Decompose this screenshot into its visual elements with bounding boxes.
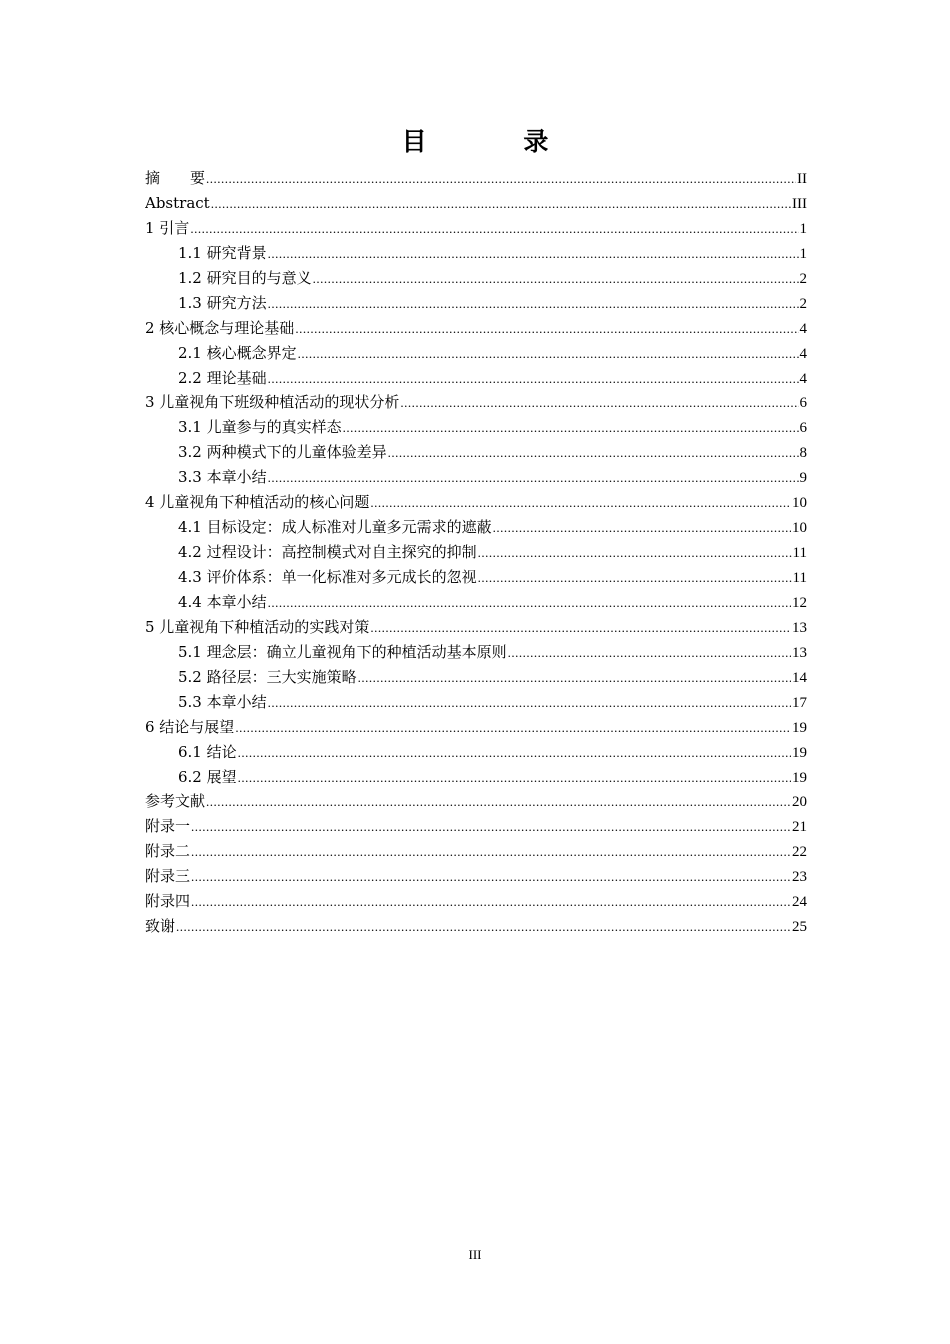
toc-dot-leader: [238, 741, 791, 765]
toc-dot-leader: [370, 491, 791, 515]
toc-entry-label: 5.2 路径层：三大实施策略: [178, 667, 357, 686]
toc-entry-label: 附录四: [145, 892, 191, 911]
toc-entry-page: 23: [792, 869, 807, 886]
toc-entry-label: Abstract: [145, 193, 210, 212]
toc-entry[interactable]: [145, 540, 807, 565]
toc-entry-page: 10: [792, 495, 807, 512]
toc-dot-leader: [295, 317, 798, 341]
toc-dot-leader: [191, 840, 791, 864]
toc-dot-leader: [191, 890, 791, 914]
toc-entry-page: 6: [799, 420, 807, 437]
toc-entry-label: 5 儿童视角下种植活动的实践对策: [145, 617, 370, 636]
toc-entry[interactable]: [145, 415, 807, 440]
toc-entry-label: 4 儿童视角下种植活动的核心问题: [145, 493, 370, 512]
toc-entry-label: 附录二: [145, 842, 191, 861]
toc-dot-leader: [370, 616, 791, 640]
toc-entry-page: 10: [792, 520, 807, 537]
toc-dot-leader: [268, 292, 799, 316]
toc-entry-label: 2.1 核心概念界定: [178, 343, 297, 362]
toc-list: [145, 166, 807, 939]
page-number: III: [468, 1247, 482, 1262]
toc-dot-leader: [400, 391, 798, 415]
toc-dot-leader: [235, 716, 791, 740]
toc-entry[interactable]: [145, 366, 807, 391]
toc-entry-label: 4.4 本章小结: [178, 592, 267, 611]
toc-dot-leader: [493, 516, 791, 540]
toc-entry-page: 14: [792, 669, 807, 686]
toc-dot-leader: [268, 367, 799, 391]
toc-entry-page: 24: [792, 894, 807, 911]
toc-entry-page: 4: [799, 320, 807, 337]
toc-entry-page: 1: [799, 245, 807, 262]
toc-dot-leader: [268, 691, 791, 715]
toc-entry[interactable]: [145, 440, 807, 465]
toc-entry-page: 17: [792, 694, 807, 711]
toc-dot-leader: [268, 242, 799, 266]
toc-entry-page: 2: [799, 295, 807, 312]
toc-entry[interactable]: [145, 490, 807, 515]
toc-entry[interactable]: [145, 665, 807, 690]
toc-entry-page: 19: [792, 769, 807, 786]
toc-entry-label: 6.1 结论: [178, 742, 237, 761]
toc-entry-label: 3.3 本章小结: [178, 468, 267, 487]
toc-dot-leader: [191, 865, 791, 889]
toc-dot-leader: [191, 815, 791, 839]
toc-dot-leader: [313, 267, 799, 291]
toc-dot-leader: [206, 790, 791, 814]
toc-entry-page: 1: [799, 220, 807, 237]
toc-entry[interactable]: [145, 889, 807, 914]
toc-entry[interactable]: [145, 690, 807, 715]
toc-dot-leader: [388, 441, 799, 465]
toc-entry[interactable]: [145, 789, 807, 814]
toc-entry-label: 4.3 评价体系：单一化标准对多元成长的忽视: [178, 568, 477, 586]
toc-entry[interactable]: [145, 390, 807, 415]
toc-entry-page: 4: [799, 370, 807, 387]
toc-entry-page: 25: [792, 919, 807, 936]
toc-entry[interactable]: [145, 814, 807, 839]
toc-entry-label: 6 结论与展望: [145, 717, 235, 736]
toc-entry-page: 4: [799, 345, 807, 362]
toc-entry-label: 附录一: [145, 817, 191, 836]
toc-dot-leader: [358, 666, 791, 690]
toc-entry-page: 11: [792, 545, 807, 562]
toc-entry-label: 摘 要: [145, 169, 206, 187]
toc-entry[interactable]: [145, 465, 807, 490]
toc-entry[interactable]: [145, 914, 807, 939]
toc-entry[interactable]: [145, 166, 807, 191]
toc-entry[interactable]: [145, 316, 807, 341]
toc-entry-label: 5.1 理念层：确立儿童视角下的种植活动基本原则: [178, 642, 507, 661]
toc-entry-label: 附录三: [145, 867, 191, 886]
toc-dot-leader: [190, 217, 798, 241]
toc-dot-leader: [268, 466, 799, 490]
toc-dot-leader: [298, 342, 799, 366]
toc-entry-page: III: [792, 195, 807, 212]
toc-entry-page: 6: [799, 395, 807, 412]
toc-entry-page: 22: [792, 844, 807, 861]
toc-entry[interactable]: [145, 515, 807, 540]
toc-entry[interactable]: [145, 715, 807, 740]
toc-entry-page: 2: [799, 270, 807, 287]
toc-entry[interactable]: [145, 590, 807, 615]
toc-entry-page: 11: [792, 570, 807, 586]
toc-entry-label: 3.2 两种模式下的儿童体验差异: [178, 443, 387, 462]
toc-entry[interactable]: [145, 216, 807, 241]
toc-dot-leader: [238, 766, 791, 790]
toc-entry-label: 参考文献: [145, 792, 206, 811]
toc-entry[interactable]: [145, 565, 807, 590]
toc-entry-label: 1.1 研究背景: [178, 243, 267, 262]
toc-dot-leader: [206, 167, 796, 191]
toc-entry-label: 致谢: [145, 917, 176, 936]
toc-entry[interactable]: [145, 765, 807, 790]
toc-entry-label: 6.2 展望: [178, 767, 237, 786]
toc-dot-leader: [176, 915, 791, 939]
toc-entry-label: 4.2 过程设计：高控制模式对自主探究的抑制: [178, 543, 477, 562]
toc-dot-leader: [478, 566, 792, 590]
toc-entry[interactable]: [145, 241, 807, 266]
toc-entry-label: 3.1 儿童参与的真实样态: [178, 418, 342, 437]
toc-entry[interactable]: [145, 740, 807, 765]
toc-title: 目 录: [401, 127, 593, 156]
toc-entry-page: 19: [792, 719, 807, 736]
toc-dot-leader: [478, 541, 792, 565]
toc-entry[interactable]: [145, 266, 807, 291]
toc-dot-leader: [343, 416, 799, 440]
toc-entry[interactable]: [145, 640, 807, 665]
toc-dot-leader: [508, 641, 791, 665]
toc-entry[interactable]: [145, 291, 807, 316]
toc-entry-label: 3 儿童视角下班级种植活动的现状分析: [145, 393, 400, 412]
toc-entry-label: 2 核心概念与理论基础: [145, 318, 295, 337]
toc-entry-label: 1.2 研究目的与意义: [178, 268, 312, 287]
toc-entry-page: 19: [792, 744, 807, 761]
toc-entry-label: 2.2 理论基础: [178, 368, 267, 387]
toc-entry-label: 4.1 目标设定：成人标准对儿童多元需求的遮蔽: [178, 518, 492, 537]
toc-entry-label: 5.3 本章小结: [178, 692, 267, 711]
toc-entry[interactable]: [145, 615, 807, 640]
toc-entry[interactable]: [145, 864, 807, 889]
toc-entry-page: 8: [799, 445, 807, 462]
toc-entry-page: 9: [799, 470, 807, 487]
toc-entry-page: 12: [792, 594, 807, 611]
toc-dot-leader: [268, 591, 791, 615]
toc-entry-label: 1 引言: [145, 218, 190, 237]
toc-entry-page: 13: [792, 619, 807, 636]
toc-entry-label: 1.3 研究方法: [178, 293, 267, 312]
toc-entry-page: 21: [792, 819, 807, 836]
toc-entry[interactable]: [145, 341, 807, 366]
toc-entry-page: II: [797, 171, 807, 187]
toc-entry[interactable]: [145, 839, 807, 864]
toc-dot-leader: [211, 192, 791, 216]
toc-entry-page: 20: [792, 794, 807, 811]
toc-entry-page: 13: [792, 644, 807, 661]
toc-entry[interactable]: [145, 191, 807, 216]
